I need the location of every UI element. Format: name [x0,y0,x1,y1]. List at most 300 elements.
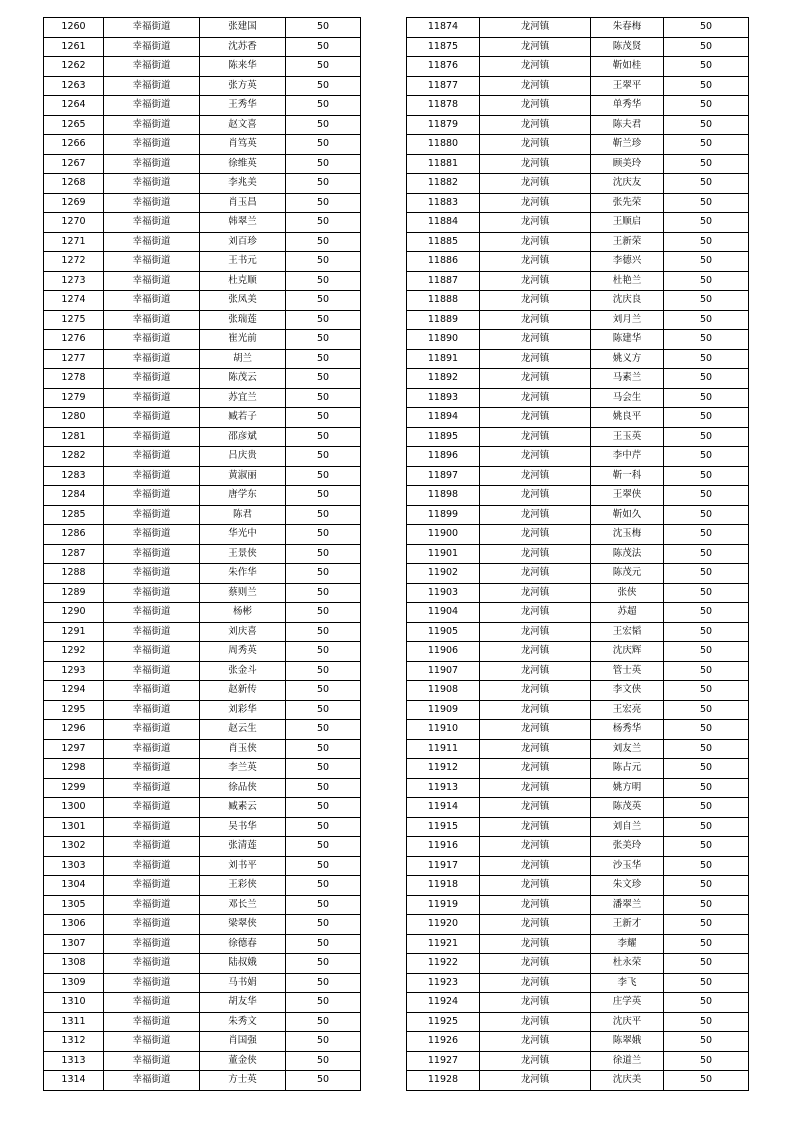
amount-cell: 50 [286,291,361,311]
table-row [407,778,749,798]
amount-cell: 50 [664,759,749,779]
district-cell: 龙河镇 [480,856,591,876]
row-number-cell: 11926 [407,1032,480,1052]
amount-cell: 50 [286,564,361,584]
row-number-cell: 1284 [44,486,104,506]
district-cell: 龙河镇 [480,759,591,779]
table-row [44,115,361,135]
amount-cell: 50 [286,330,361,350]
amount-cell: 50 [664,37,749,57]
row-number-cell: 1306 [44,915,104,935]
row-number-cell: 1290 [44,603,104,623]
table-row [407,837,749,857]
name-cell: 韩翠兰 [200,213,286,233]
amount-cell: 50 [286,408,361,428]
table-row [407,720,749,740]
table-row [407,37,749,57]
district-cell: 幸福街道 [104,505,200,525]
district-cell: 龙河镇 [480,837,591,857]
amount-cell: 50 [664,369,749,389]
name-cell: 周秀英 [200,642,286,662]
amount-cell: 50 [286,739,361,759]
amount-cell: 50 [286,720,361,740]
amount-cell: 50 [286,135,361,155]
amount-cell: 50 [286,583,361,603]
amount-cell: 50 [664,564,749,584]
district-cell: 龙河镇 [480,954,591,974]
name-cell: 顾美玲 [591,154,664,174]
amount-cell: 50 [664,57,749,77]
amount-cell: 50 [664,544,749,564]
row-number-cell: 1309 [44,973,104,993]
amount-cell: 50 [286,954,361,974]
name-cell: 杨秀华 [591,720,664,740]
name-cell: 李兆美 [200,174,286,194]
name-cell: 张方英 [200,76,286,96]
name-cell: 黄淑丽 [200,466,286,486]
name-cell: 肖笃英 [200,135,286,155]
amount-cell: 50 [664,486,749,506]
district-cell: 龙河镇 [480,544,591,564]
district-cell: 幸福街道 [104,1032,200,1052]
table-row [407,700,749,720]
table-row [44,720,361,740]
name-cell: 朱作华 [200,564,286,584]
table-row [44,232,361,252]
district-cell: 龙河镇 [480,447,591,467]
row-number-cell: 1299 [44,778,104,798]
table-row [44,427,361,447]
amount-cell: 50 [664,213,749,233]
table-row [44,369,361,389]
row-number-cell: 11877 [407,76,480,96]
row-number-cell: 1295 [44,700,104,720]
name-cell: 沈庆美 [591,1071,664,1091]
row-number-cell: 11876 [407,57,480,77]
name-cell: 庄学英 [591,993,664,1013]
district-cell: 龙河镇 [480,115,591,135]
table-row [407,1032,749,1052]
district-cell: 幸福街道 [104,18,200,38]
amount-cell: 50 [286,427,361,447]
amount-cell: 50 [286,213,361,233]
row-number-cell: 11894 [407,408,480,428]
row-number-cell: 1305 [44,895,104,915]
row-number-cell: 11906 [407,642,480,662]
amount-cell: 50 [286,18,361,38]
amount-cell: 50 [664,135,749,155]
name-cell: 梁翠侠 [200,915,286,935]
district-cell: 幸福街道 [104,681,200,701]
amount-cell: 50 [664,291,749,311]
amount-cell: 50 [286,622,361,642]
amount-cell: 50 [664,720,749,740]
name-cell: 姚良平 [591,408,664,428]
row-number-cell: 11914 [407,798,480,818]
district-cell: 龙河镇 [480,408,591,428]
name-cell: 张建国 [200,18,286,38]
name-cell: 张瑞莲 [200,310,286,330]
name-cell: 靳一科 [591,466,664,486]
name-cell: 陈茂元 [591,564,664,584]
name-cell: 胡友华 [200,993,286,1013]
district-cell: 龙河镇 [480,700,591,720]
district-cell: 幸福街道 [104,1012,200,1032]
amount-cell: 50 [286,505,361,525]
name-cell: 张侠 [591,583,664,603]
name-cell: 臧素云 [200,798,286,818]
amount-cell: 50 [664,330,749,350]
amount-cell: 50 [286,973,361,993]
table-row [407,993,749,1013]
amount-cell: 50 [664,154,749,174]
table-row [44,681,361,701]
amount-cell: 50 [664,700,749,720]
table-row [44,798,361,818]
name-cell: 张美玲 [591,837,664,857]
table-row [44,895,361,915]
table-row [44,876,361,896]
row-number-cell: 11895 [407,427,480,447]
name-cell: 陈夫君 [591,115,664,135]
district-cell: 幸福街道 [104,876,200,896]
amount-cell: 50 [286,876,361,896]
row-number-cell: 11884 [407,213,480,233]
table-row [407,525,749,545]
name-cell: 张凤美 [200,291,286,311]
row-number-cell: 1304 [44,876,104,896]
amount-cell: 50 [664,837,749,857]
district-cell: 龙河镇 [480,681,591,701]
amount-cell: 50 [286,525,361,545]
row-number-cell: 1289 [44,583,104,603]
table-row [407,349,749,369]
amount-cell: 50 [286,154,361,174]
row-number-cell: 11896 [407,447,480,467]
table-row [44,174,361,194]
table-row [44,252,361,272]
name-cell: 沈庆友 [591,174,664,194]
amount-cell: 50 [286,193,361,213]
district-cell: 龙河镇 [480,778,591,798]
row-number-cell: 11903 [407,583,480,603]
table-row [407,76,749,96]
district-cell: 幸福街道 [104,544,200,564]
name-cell: 李兰英 [200,759,286,779]
table-row [44,18,361,38]
table-row [407,18,749,38]
row-number-cell: 1262 [44,57,104,77]
name-cell: 陈君 [200,505,286,525]
name-cell: 杜克顺 [200,271,286,291]
row-number-cell: 1275 [44,310,104,330]
table-row [407,388,749,408]
table-row [407,135,749,155]
table-row [407,427,749,447]
name-cell: 邵彦斌 [200,427,286,447]
district-cell: 幸福街道 [104,934,200,954]
district-cell: 幸福街道 [104,954,200,974]
name-cell: 王翠侠 [591,486,664,506]
name-cell: 靳如久 [591,505,664,525]
amount-cell: 50 [286,115,361,135]
amount-cell: 50 [664,642,749,662]
row-number-cell: 1266 [44,135,104,155]
table-row [44,96,361,116]
name-cell: 唐学东 [200,486,286,506]
district-cell: 龙河镇 [480,993,591,1013]
district-cell: 幸福街道 [104,447,200,467]
name-cell: 苏宜兰 [200,388,286,408]
amount-cell: 50 [664,310,749,330]
amount-cell: 50 [286,1012,361,1032]
row-number-cell: 1307 [44,934,104,954]
name-cell: 靳如桂 [591,57,664,77]
name-cell: 赵新传 [200,681,286,701]
amount-cell: 50 [664,876,749,896]
name-cell: 赵云生 [200,720,286,740]
table-row [407,817,749,837]
amount-cell: 50 [286,915,361,935]
amount-cell: 50 [286,993,361,1013]
district-cell: 幸福街道 [104,349,200,369]
row-number-cell: 11910 [407,720,480,740]
table-row [407,934,749,954]
name-cell: 王秀华 [200,96,286,116]
row-number-cell: 11891 [407,349,480,369]
table-row [44,505,361,525]
district-cell: 龙河镇 [480,583,591,603]
district-cell: 龙河镇 [480,934,591,954]
amount-cell: 50 [286,1051,361,1071]
amount-cell: 50 [664,661,749,681]
name-cell: 董金侠 [200,1051,286,1071]
row-number-cell: 11901 [407,544,480,564]
name-cell: 沈苏香 [200,37,286,57]
name-cell: 陈来华 [200,57,286,77]
district-cell: 龙河镇 [480,310,591,330]
row-number-cell: 1282 [44,447,104,467]
table-row [44,583,361,603]
amount-cell: 50 [286,1032,361,1052]
name-cell: 李中芹 [591,447,664,467]
row-number-cell: 11885 [407,232,480,252]
table-row [407,505,749,525]
row-number-cell: 1285 [44,505,104,525]
table-row [44,349,361,369]
name-cell: 刘书平 [200,856,286,876]
row-number-cell: 1278 [44,369,104,389]
district-cell: 龙河镇 [480,817,591,837]
name-cell: 陈茂云 [200,369,286,389]
table-row [407,1012,749,1032]
district-cell: 龙河镇 [480,1012,591,1032]
table-row [407,408,749,428]
row-number-cell: 1279 [44,388,104,408]
row-number-cell: 1264 [44,96,104,116]
row-number-cell: 11897 [407,466,480,486]
name-cell: 刘月兰 [591,310,664,330]
amount-cell: 50 [664,271,749,291]
district-cell: 幸福街道 [104,427,200,447]
district-cell: 龙河镇 [480,525,591,545]
row-number-cell: 11879 [407,115,480,135]
row-number-cell: 1274 [44,291,104,311]
district-cell: 幸福街道 [104,817,200,837]
name-cell: 陈茂贤 [591,37,664,57]
name-cell: 王彩侠 [200,876,286,896]
amount-cell: 50 [664,115,749,135]
table-row [44,856,361,876]
amount-cell: 50 [286,934,361,954]
table-row [407,310,749,330]
row-number-cell: 11880 [407,135,480,155]
table-row [44,759,361,779]
amount-cell: 50 [286,486,361,506]
row-number-cell: 11878 [407,96,480,116]
amount-cell: 50 [664,76,749,96]
table-row [407,681,749,701]
table-row [44,739,361,759]
table-row [44,778,361,798]
table-row [407,1071,749,1091]
district-cell: 龙河镇 [480,427,591,447]
row-number-cell: 1311 [44,1012,104,1032]
district-cell: 幸福街道 [104,310,200,330]
district-cell: 龙河镇 [480,466,591,486]
name-cell: 华光中 [200,525,286,545]
table-row [44,57,361,77]
district-cell: 幸福街道 [104,759,200,779]
district-cell: 幸福街道 [104,96,200,116]
row-number-cell: 1314 [44,1071,104,1091]
table-row [44,661,361,681]
table-row [407,486,749,506]
amount-cell: 50 [664,1071,749,1091]
row-number-cell: 11907 [407,661,480,681]
name-cell: 王书元 [200,252,286,272]
amount-cell: 50 [286,856,361,876]
district-cell: 幸福街道 [104,330,200,350]
table-row [44,447,361,467]
district-cell: 幸福街道 [104,388,200,408]
amount-cell: 50 [286,798,361,818]
district-cell: 龙河镇 [480,369,591,389]
row-number-cell: 11881 [407,154,480,174]
district-cell: 幸福街道 [104,642,200,662]
table-row [44,388,361,408]
district-cell: 幸福街道 [104,1071,200,1091]
table-row [407,291,749,311]
district-cell: 幸福街道 [104,700,200,720]
name-cell: 朱春梅 [591,18,664,38]
district-cell: 龙河镇 [480,642,591,662]
district-cell: 幸福街道 [104,174,200,194]
name-cell: 李飞 [591,973,664,993]
row-number-cell: 1292 [44,642,104,662]
table-row [407,154,749,174]
district-cell: 幸福街道 [104,837,200,857]
name-cell: 王翠平 [591,76,664,96]
row-number-cell: 11898 [407,486,480,506]
district-cell: 幸福街道 [104,408,200,428]
amount-cell: 50 [664,934,749,954]
name-cell: 蔡则兰 [200,583,286,603]
table-row [44,915,361,935]
district-cell: 幸福街道 [104,76,200,96]
table-row [407,544,749,564]
row-number-cell: 1300 [44,798,104,818]
name-cell: 杨彬 [200,603,286,623]
row-number-cell: 1308 [44,954,104,974]
amount-cell: 50 [286,57,361,77]
name-cell: 马素兰 [591,369,664,389]
row-number-cell: 11899 [407,505,480,525]
row-number-cell: 1261 [44,37,104,57]
amount-cell: 50 [664,193,749,213]
name-cell: 刘庆喜 [200,622,286,642]
row-number-cell: 1293 [44,661,104,681]
table-row [407,915,749,935]
district-cell: 幸福街道 [104,232,200,252]
district-cell: 龙河镇 [480,603,591,623]
row-number-cell: 1263 [44,76,104,96]
district-cell: 幸福街道 [104,271,200,291]
amount-cell: 50 [664,895,749,915]
row-number-cell: 11909 [407,700,480,720]
district-cell: 龙河镇 [480,973,591,993]
table-row [407,1051,749,1071]
row-number-cell: 11922 [407,954,480,974]
name-cell: 张先荣 [591,193,664,213]
table-row [407,603,749,623]
row-number-cell: 1273 [44,271,104,291]
district-cell: 幸福街道 [104,661,200,681]
amount-cell: 50 [664,1012,749,1032]
district-cell: 幸福街道 [104,291,200,311]
name-cell: 马书娟 [200,973,286,993]
table-row [44,271,361,291]
right-table-body [407,18,749,1091]
district-cell: 幸福街道 [104,466,200,486]
name-cell: 杜艳兰 [591,271,664,291]
name-cell: 沈庆良 [591,291,664,311]
row-number-cell: 11882 [407,174,480,194]
amount-cell: 50 [664,622,749,642]
district-cell: 幸福街道 [104,739,200,759]
district-cell: 龙河镇 [480,252,591,272]
district-cell: 幸福街道 [104,720,200,740]
table-row [44,973,361,993]
amount-cell: 50 [664,973,749,993]
row-number-cell: 11886 [407,252,480,272]
name-cell: 胡兰 [200,349,286,369]
row-number-cell: 11893 [407,388,480,408]
amount-cell: 50 [286,271,361,291]
district-cell: 龙河镇 [480,213,591,233]
amount-cell: 50 [286,895,361,915]
amount-cell: 50 [664,408,749,428]
amount-cell: 50 [286,642,361,662]
row-number-cell: 11888 [407,291,480,311]
row-number-cell: 1272 [44,252,104,272]
name-cell: 陈茂法 [591,544,664,564]
district-cell: 幸福街道 [104,798,200,818]
district-cell: 龙河镇 [480,1071,591,1091]
table-row [407,895,749,915]
district-cell: 幸福街道 [104,193,200,213]
district-cell: 幸福街道 [104,778,200,798]
